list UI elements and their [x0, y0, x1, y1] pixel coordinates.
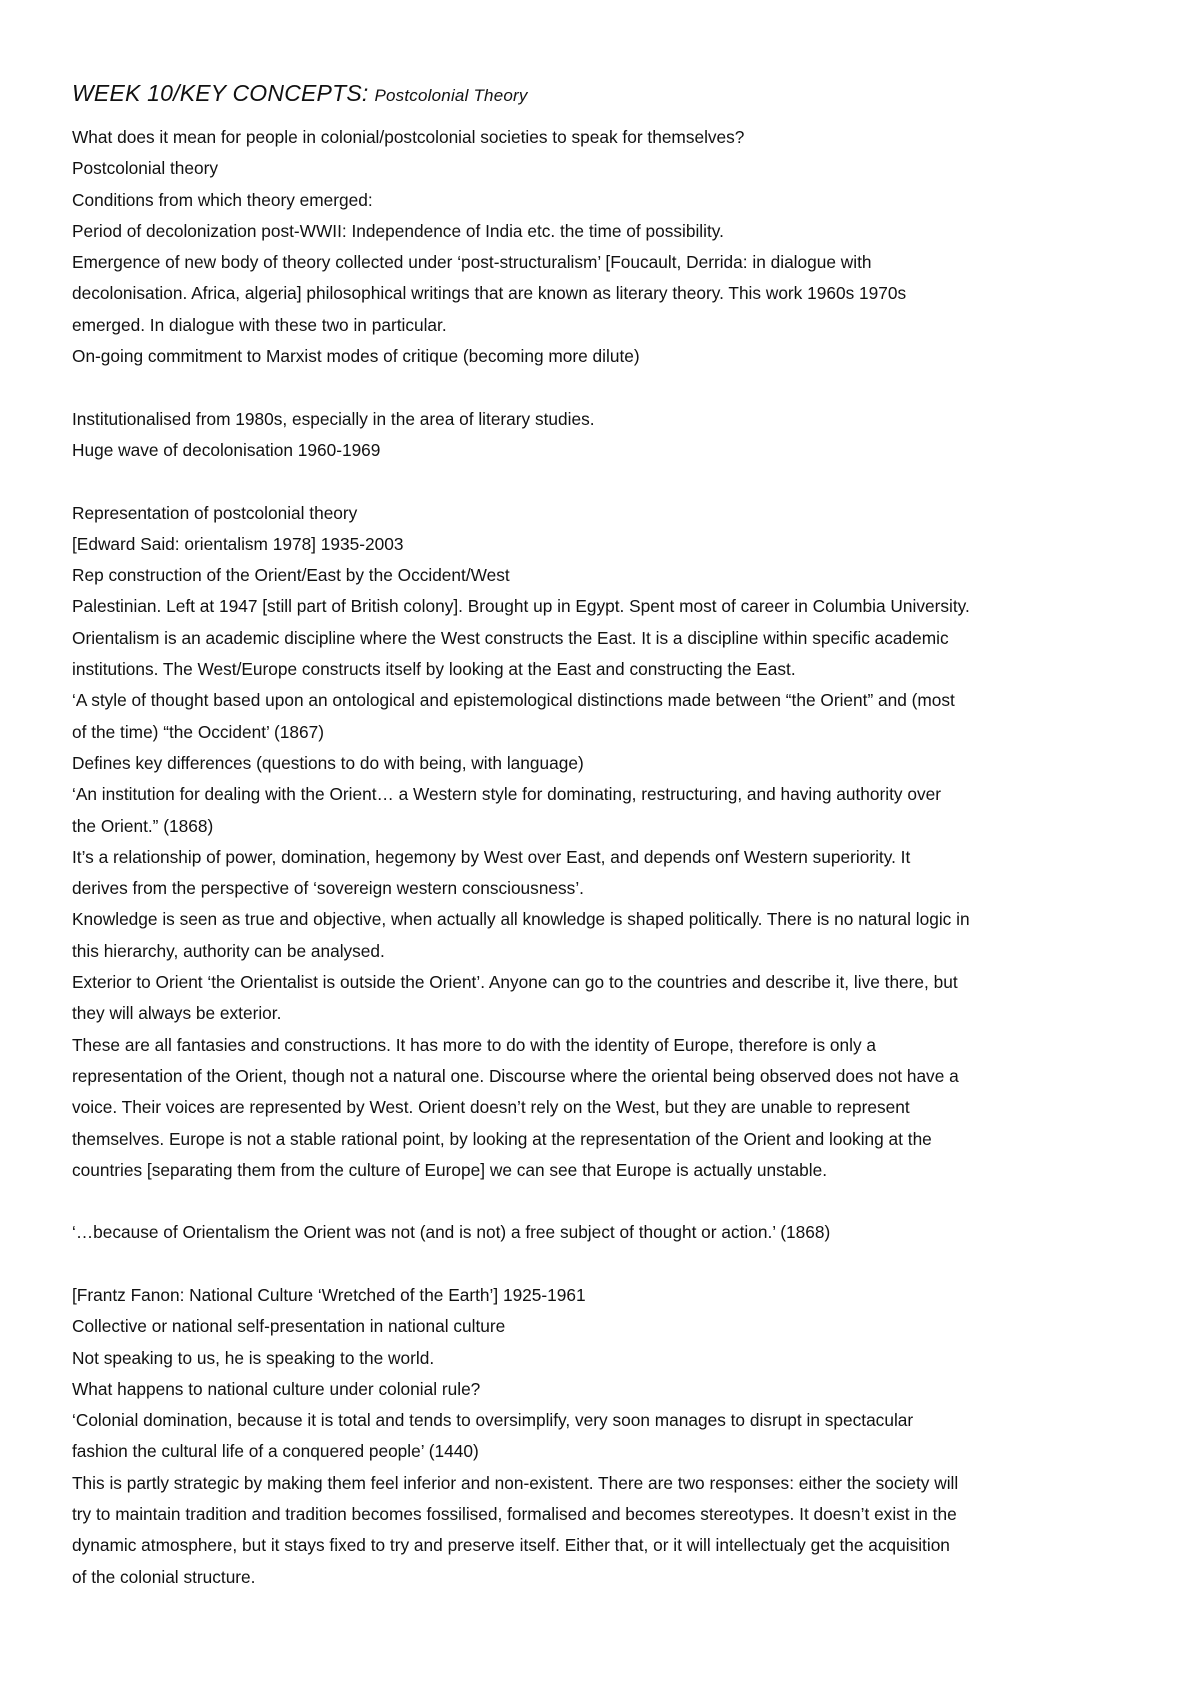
text-line: derives from the perspective of ‘sovereign western consciousness’.	[72, 878, 584, 899]
text-line: institutions. The West/Europe constructs itself by looking at the East and constructing the East.	[72, 659, 796, 680]
text-line: These are all fantasies and constructions. It has more to do with the identity of Europe, therefore is only a	[72, 1034, 877, 1055]
text-line: try to maintain tradition and tradition becomes fossilised, formalised and becomes stereotypes. It doesn’t exist in the	[72, 1504, 957, 1525]
text-line: Conditions from which theory emerged:	[72, 189, 373, 210]
text-line: [Edward Said: orientalism 1978] 1935-2003	[72, 533, 404, 554]
text-line: Not speaking to us, he is speaking to the world.	[72, 1347, 435, 1368]
text-line: Collective or national self-presentation in national culture	[72, 1316, 506, 1337]
text-line: Representation of postcolonial theory	[72, 502, 358, 523]
text-line: this hierarchy, authority can be analysed.	[72, 940, 385, 961]
text-line: voice. Their voices are represented by West. Orient doesn’t rely on the West, but they are unable to represent	[72, 1097, 910, 1118]
text-line: Huge wave of decolonisation 1960-1969	[72, 439, 381, 460]
text-line: they will always be exterior.	[72, 1003, 282, 1024]
text-line: Defines key differences (questions to do with being, with language)	[72, 752, 584, 773]
text-line: Palestinian. Left at 1947 [still part of British colony]. Brought up in Egypt. Spent most of career in Columbia University.	[72, 596, 970, 617]
text-line: This is partly strategic by making them feel inferior and non-existent. There are two responses: either the society will	[72, 1472, 959, 1493]
blank-line	[72, 1249, 1142, 1280]
text-line: dynamic atmosphere, but it stays fixed to try and preserve itself. Either that, or it will intellectualy get the acquisition	[72, 1535, 950, 1556]
text-line: of the colonial structure.	[72, 1566, 256, 1587]
text-line: Period of decolonization post-WWII: Independence of India etc. the time of possibility.	[72, 220, 724, 241]
title-main: WEEK 10/KEY CONCEPTS:	[72, 80, 369, 106]
text-line: representation of the Orient, though not a natural one. Discourse where the oriental being observed does not have a	[72, 1065, 959, 1086]
document-title	[72, 78, 1142, 108]
text-line: Orientalism is an academic discipline where the West constructs the East. It is a discipline within specific academic	[72, 627, 949, 648]
text-line: emerged. In dialogue with these two in particular.	[72, 314, 447, 335]
text-line: [Frantz Fanon: National Culture ‘Wretched of the Earth’] 1925-1961	[72, 1284, 586, 1305]
text-line: What does it mean for people in colonial/postcolonial societies to speak for themselves?	[72, 127, 745, 147]
text-line: decolonisation. Africa, algeria] philosophical writings that are known as literary theory. This work 1960s 1970s	[72, 283, 907, 304]
document-page	[72, 78, 1142, 1593]
text-line: Knowledge is seen as true and objective, when actually all knowledge is shaped politically. There is no natural logic in	[72, 909, 970, 930]
text-line: ‘…because of Orientalism the Orient was not (and is not) a free subject of thought or action.’ (1868)	[72, 1222, 831, 1243]
text-line: the Orient.” (1868)	[72, 815, 214, 836]
text-line: Exterior to Orient ‘the Orientalist is outside the Orient’. Anyone can go to the countries and describe it, live there, but	[72, 972, 958, 993]
text-line: ‘A style of thought based upon an ontological and epistemological distinctions made between “the Orient” and (most	[72, 690, 955, 711]
text-line: Institutionalised from 1980s, especially in the area of literary studies.	[72, 408, 595, 429]
text-line: ‘An institution for dealing with the Orient… a Western style for dominating, restructuring, and having authority over	[72, 784, 941, 805]
text-line: Emergence of new body of theory collected under ‘post-structuralism’ [Foucault, Derrida: in dialogue with	[72, 252, 872, 273]
text-line: It’s a relationship of power, domination, hegemony by West over East, and depends onf Western superiority. It	[72, 846, 911, 867]
text-line: of the time) “the Occident’ (1867)	[72, 721, 324, 742]
text-line: Postcolonial theory	[72, 158, 219, 179]
text-line: fashion the cultural life of a conquered people’ (1440)	[72, 1441, 479, 1462]
text-line: ‘Colonial domination, because it is total and tends to oversimplify, very soon manages to disrupt in spectacular	[72, 1410, 914, 1431]
document-body	[72, 122, 1142, 1593]
title-subtitle: Postcolonial Theory	[374, 86, 528, 105]
text-line: On-going commitment to Marxist modes of critique (becoming more dilute)	[72, 346, 640, 367]
text-line: themselves. Europe is not a stable rational point, by looking at the representation of the Orient and looking at the	[72, 1128, 932, 1149]
blank-line	[72, 372, 1142, 403]
blank-line	[72, 1186, 1142, 1217]
blank-line	[72, 466, 1142, 497]
text-line: Rep construction of the Orient/East by the Occident/West	[72, 565, 510, 586]
text-line: countries [separating them from the culture of Europe] we can see that Europe is actually unstable.	[72, 1159, 828, 1180]
text-line: What happens to national culture under colonial rule?	[72, 1378, 481, 1399]
